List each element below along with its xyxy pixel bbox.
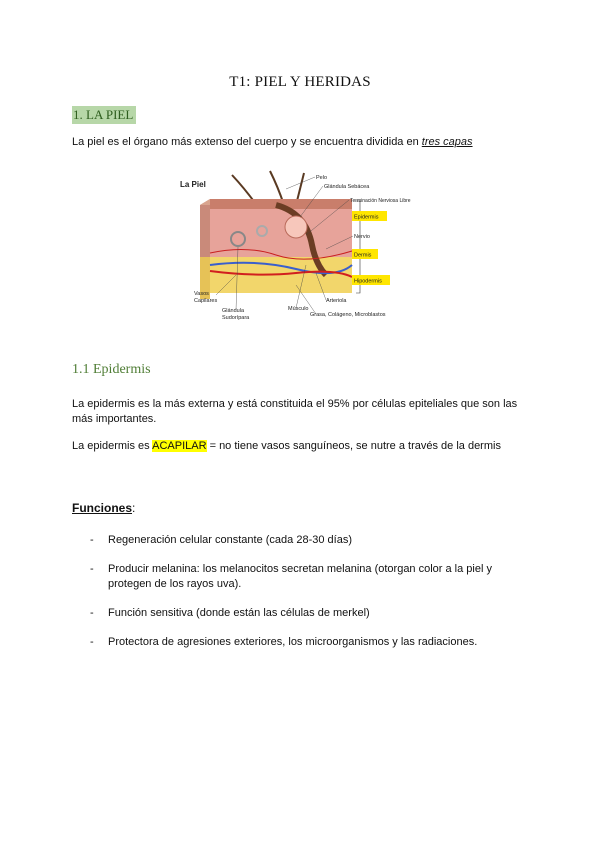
section-heading-epidermis: 1.1 Epidermis <box>72 362 151 377</box>
epidermis-paragraph-1: La epidermis es la más externa y está constituida el 95% por células epiteliales que son las más importantes. <box>72 398 518 425</box>
list-item <box>90 606 528 621</box>
epidermis-paragraph-2 <box>72 439 501 454</box>
tres-capas-link[interactable]: tres capas <box>421 136 473 148</box>
label-sudoripara: Sudorípara <box>222 315 250 321</box>
label-dermis: Dermis <box>354 252 372 259</box>
intro-text: La piel es el órgano más extenso del cuerpo y se encuentra dividida en <box>72 136 422 148</box>
page-title: T1: PIEL Y HERIDAS <box>229 74 371 90</box>
diagram-title: La Piel <box>180 180 206 189</box>
section-heading-la-piel: 1. LA PIEL <box>72 106 136 124</box>
list-item <box>90 635 528 650</box>
acapilar-highlight: ACAPILAR <box>152 440 207 452</box>
p2-before: La epidermis es <box>72 440 153 452</box>
list-item <box>90 562 528 592</box>
funciones-heading <box>72 501 135 515</box>
dash-marker: - <box>90 534 94 546</box>
list-item-text: Regeneración celular constante (cada 28-30 días) <box>108 534 352 546</box>
funciones-list <box>90 533 528 664</box>
label-pelo: Pelo <box>316 175 328 181</box>
list-item-text: Función sensitiva (donde están las células de merkel) <box>108 607 370 619</box>
label-nervio: Nervio <box>354 234 370 240</box>
label-vasos: Vasos <box>194 291 209 297</box>
sebaceous-gland-shape <box>285 216 307 238</box>
label-hipodermis: Hipodermis <box>354 278 382 285</box>
label-arteriola: Arteriola <box>326 298 347 304</box>
label-epidermis: Epidermis <box>354 214 379 221</box>
p2-after: = no tiene vasos sanguíneos, se nutre a través de la dermis <box>206 440 501 452</box>
intro-paragraph <box>72 135 473 150</box>
label-terminacion-nerviosa: Terminación Nerviosa Libre <box>350 198 411 204</box>
label-musculo: Músculo <box>288 306 309 312</box>
list-item-text: Producir melanina: los melanocitos secretan melanina (otorgan color a la piel y protegen de los rayos uva). <box>108 563 492 590</box>
skin-diagram <box>176 165 416 330</box>
dash-marker: - <box>90 563 94 575</box>
dash-marker: - <box>90 636 94 648</box>
label-grasa: Grasa, Colágeno, Microblastos <box>310 312 386 318</box>
dash-marker: - <box>90 607 94 619</box>
list-item-text: Protectora de agresiones exteriores, los microorganismos y las radiaciones. <box>108 636 478 648</box>
label-glandula-sebacea: Glándula Sebácea <box>324 184 370 190</box>
funciones-label: Funciones <box>72 501 133 515</box>
label-glandula: Glándula <box>222 308 245 314</box>
funciones-colon: : <box>132 501 136 515</box>
list-item <box>90 533 528 548</box>
label-capilares: Capilares <box>194 298 218 304</box>
